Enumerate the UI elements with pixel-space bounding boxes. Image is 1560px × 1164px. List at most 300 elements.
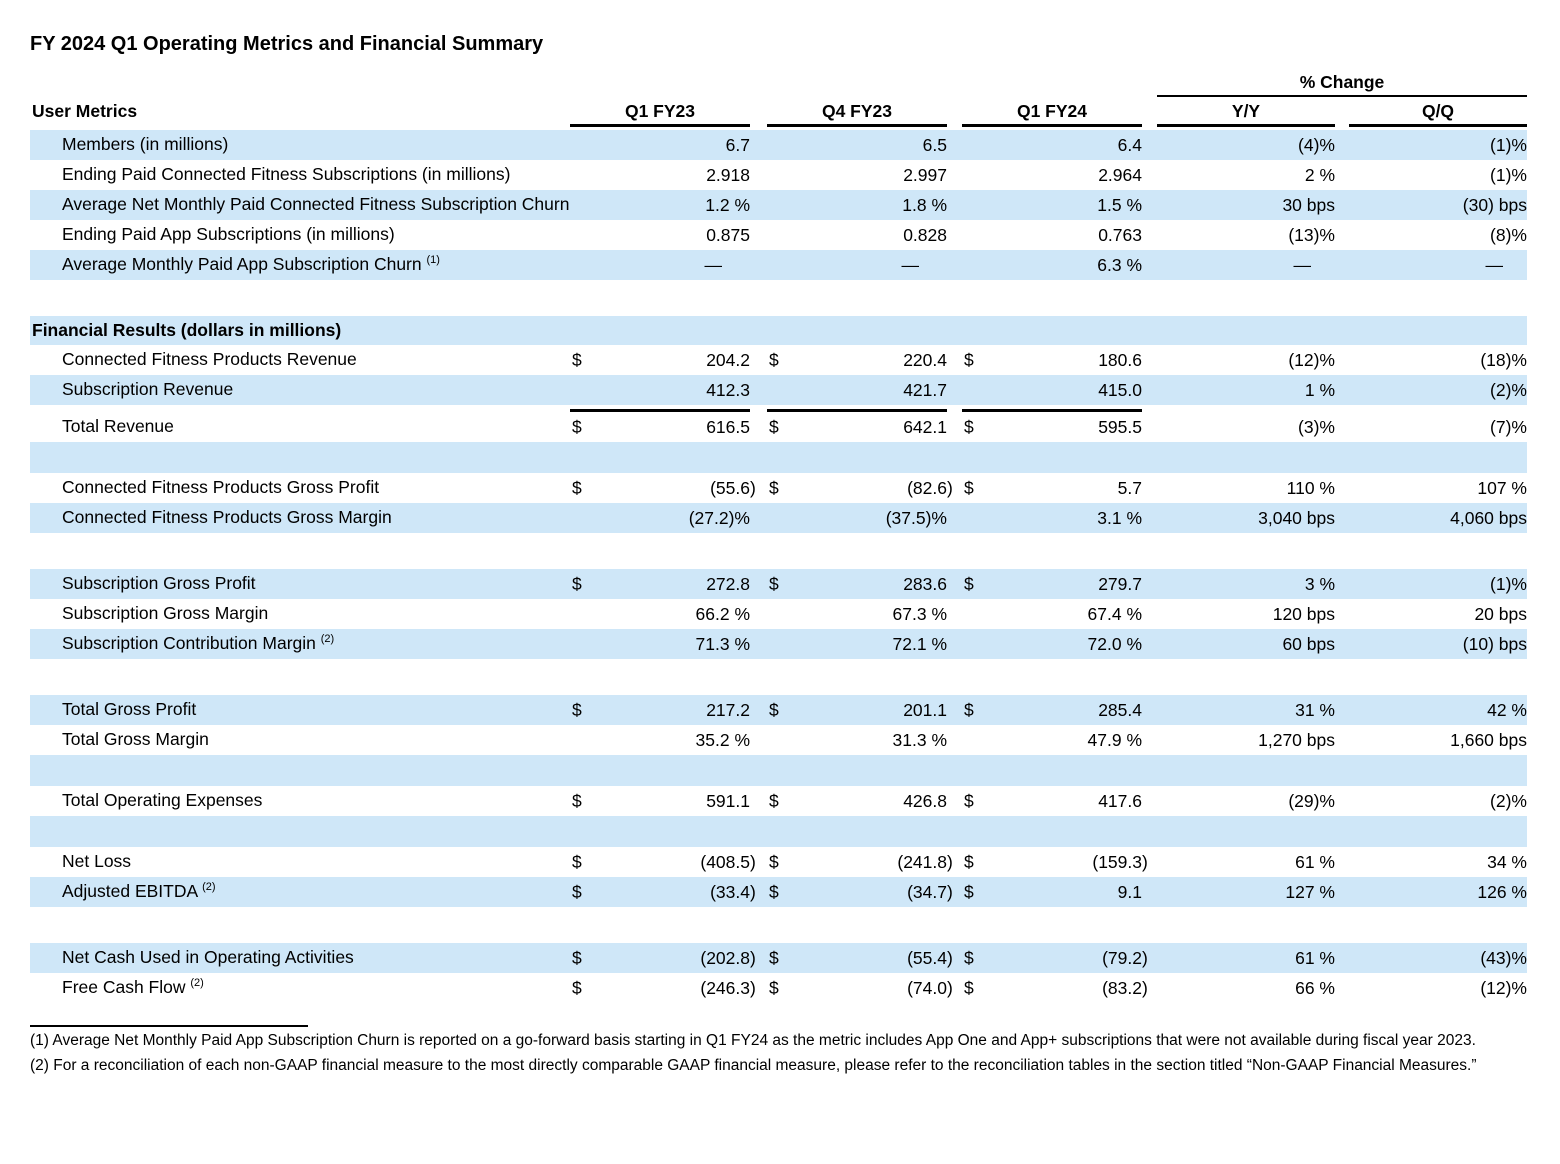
table-row: [30, 130, 1527, 160]
cell-value: 71.3 %: [695, 634, 750, 654]
dollar-sign: $: [769, 882, 779, 902]
cell-value: 2.997: [903, 165, 947, 185]
dollar-sign: $: [572, 948, 582, 968]
table-row: [30, 412, 1527, 442]
dollar-sign: $: [964, 350, 974, 370]
cell-q4fy23: [767, 729, 947, 755]
cell-q1fy24: [962, 977, 1148, 1003]
cell-value: (1)%: [1490, 574, 1527, 594]
cell-qq: [1349, 790, 1527, 816]
dollar-sign: $: [572, 350, 582, 370]
cell-q1fy24: [962, 573, 1142, 599]
footnote-1: (1) Average Net Monthly Paid App Subscription Churn is reported on a go-forward basis starting in Q1 FY24 as the metric includes App One and App+ subscriptions that were not available during fiscal year 2023.: [30, 1032, 1476, 1049]
cell-yy: [1157, 633, 1335, 659]
cell-value: 2.964: [1098, 165, 1142, 185]
cell-q4fy23: [767, 194, 947, 220]
cell-q4fy23: [767, 224, 947, 250]
cell-q4fy23: [767, 254, 947, 280]
table-row: [30, 877, 1527, 907]
column-header-qq: Q/Q: [1349, 101, 1527, 127]
cell-q1fy23: [570, 699, 750, 725]
cell-value: 0.763: [1098, 225, 1142, 245]
cell-q1fy24: [962, 379, 1142, 405]
cell-value: 0.875: [706, 225, 750, 245]
spacer-row: [30, 755, 1527, 786]
column-header-q1fy23: Q1 FY23: [570, 101, 750, 127]
cell-value: 31.3 %: [892, 730, 947, 750]
cell-q1fy24: [962, 416, 1142, 442]
cell-value: 0.828: [903, 225, 947, 245]
cell-yy: [1157, 507, 1335, 533]
cell-value: 107 %: [1477, 478, 1527, 498]
dollar-sign: $: [769, 852, 779, 872]
dollar-sign: $: [964, 478, 974, 498]
row-label: Average Monthly Paid App Subscription Churn $^{(1)}$: [62, 254, 440, 274]
cell-q4fy23: [767, 164, 947, 190]
cell-qq: [1349, 194, 1527, 220]
cell-value: 20 bps: [1474, 604, 1527, 624]
dollar-sign: $: [572, 700, 582, 720]
cell-value: 67.4 %: [1087, 604, 1142, 624]
cell-q1fy24: [962, 790, 1142, 816]
cell-yy: [1157, 349, 1335, 375]
cell-qq: [1349, 416, 1527, 442]
cell-value: 35.2 %: [695, 730, 750, 750]
dollar-sign: $: [572, 852, 582, 872]
table-row: [30, 345, 1527, 375]
spacer-row: [30, 442, 1527, 473]
row-label: Net Loss: [62, 851, 132, 871]
cell-yy: [1157, 194, 1335, 220]
dollar-sign: $: [572, 478, 582, 498]
cell-value: (4)%: [1298, 135, 1335, 155]
dollar-sign: $: [964, 417, 974, 437]
cell-qq: [1349, 134, 1527, 160]
table-row: [30, 629, 1527, 659]
cell-value: 30 bps: [1282, 195, 1335, 215]
cell-value: —: [704, 255, 722, 275]
cell-q1fy24: [962, 947, 1148, 973]
pct-change-header-row: [30, 70, 1527, 97]
cell-qq: [1349, 603, 1527, 629]
cell-q1fy24: [962, 349, 1142, 375]
table-row: [30, 943, 1527, 973]
cell-yy: [1157, 729, 1335, 755]
cell-value: 1.8 %: [902, 195, 947, 215]
cell-value: 72.0 %: [1087, 634, 1142, 654]
cell-q1fy23: [570, 349, 750, 375]
cell-value: (10) bps: [1462, 634, 1527, 654]
cell-value: 283.6: [903, 574, 947, 594]
dollar-sign: $: [769, 574, 779, 594]
column-header-q4fy23: Q4 FY23: [767, 101, 947, 127]
dollar-sign: $: [769, 700, 779, 720]
row-label: Ending Paid App Subscriptions (in millions): [62, 224, 395, 244]
cell-value: (2)%: [1490, 380, 1527, 400]
row-label: Subscription Revenue: [62, 379, 234, 399]
cell-value: (8)%: [1490, 225, 1527, 245]
cell-value: 616.5: [706, 417, 750, 437]
cell-q1fy24: [962, 477, 1142, 503]
cell-value: 61 %: [1295, 852, 1335, 872]
dollar-sign: $: [769, 417, 779, 437]
cell-q4fy23: [767, 507, 947, 533]
cell-value: 6.3 %: [1097, 255, 1142, 275]
cell-q1fy24: [962, 633, 1142, 659]
row-label: Total Gross Margin: [62, 729, 209, 749]
cell-q1fy24: [962, 851, 1148, 877]
cell-value: 31 %: [1295, 700, 1335, 720]
cell-q1fy24: [962, 194, 1142, 220]
cell-q1fy24: [962, 507, 1142, 533]
cell-value: 47.9 %: [1087, 730, 1142, 750]
cell-value: (12)%: [1480, 978, 1527, 998]
dollar-sign: $: [769, 350, 779, 370]
cell-qq: [1349, 379, 1527, 405]
table-row: [30, 250, 1527, 280]
cell-value: 220.4: [903, 350, 947, 370]
dollar-sign: $: [964, 978, 974, 998]
cell-yy: [1157, 790, 1335, 816]
cell-value: (83.2): [1102, 978, 1148, 998]
total-rule-row: [30, 405, 1527, 412]
dollar-sign: $: [964, 700, 974, 720]
row-label: Net Cash Used in Operating Activities: [62, 947, 354, 967]
row-label: Free Cash Flow $^{(2)}$: [62, 977, 204, 997]
cell-value: 72.1 %: [892, 634, 947, 654]
section-header-row: [30, 316, 1527, 345]
cell-value: 426.8: [903, 791, 947, 811]
cell-yy: [1157, 603, 1335, 629]
dollar-sign: $: [769, 791, 779, 811]
spacer-row: [30, 907, 1527, 943]
dollar-sign: $: [964, 948, 974, 968]
cell-value: 1,660 bps: [1450, 730, 1527, 750]
footnote-marker: (2): [202, 881, 216, 894]
dollar-sign: $: [769, 948, 779, 968]
cell-q1fy23: [570, 633, 750, 659]
cell-value: 4,060 bps: [1450, 508, 1527, 528]
cell-value: 9.1: [1117, 882, 1142, 902]
footnote-divider: [30, 1025, 308, 1027]
cell-q1fy23: [570, 164, 750, 190]
cell-value: (241.8): [897, 852, 953, 872]
cell-q4fy23: [767, 977, 953, 1003]
cell-value: 180.6: [1098, 350, 1142, 370]
cell-yy: [1157, 947, 1335, 973]
row-label: Connected Fitness Products Revenue: [62, 349, 357, 369]
table-row: [30, 375, 1527, 405]
cell-q1fy23: [570, 851, 756, 877]
table-row: [30, 786, 1527, 816]
cell-value: —: [1485, 255, 1503, 275]
table-row: [30, 473, 1527, 503]
cell-value: (30) bps: [1462, 195, 1527, 215]
cell-yy: [1157, 977, 1335, 1003]
row-label: Total Operating Expenses: [62, 790, 263, 810]
cell-value: 3,040 bps: [1258, 508, 1335, 528]
footnote-marker: (2): [190, 977, 204, 990]
cell-qq: [1349, 349, 1527, 375]
cell-q4fy23: [767, 851, 953, 877]
cell-value: (55.6): [710, 478, 756, 498]
footnotes: [30, 1025, 1526, 1077]
cell-value: 126 %: [1477, 882, 1527, 902]
cell-qq: [1349, 699, 1527, 725]
subtotal-rule: [570, 405, 750, 412]
cell-value: 6.5: [922, 135, 947, 155]
cell-q1fy23: [570, 603, 750, 629]
cell-q4fy23: [767, 699, 947, 725]
section-title-user-metrics: User Metrics: [32, 101, 138, 121]
dollar-sign: $: [572, 882, 582, 902]
dollar-sign: $: [572, 978, 582, 998]
pct-change-header: % Change: [1157, 72, 1527, 97]
table-row: [30, 503, 1527, 533]
cell-value: (27.2)%: [688, 508, 750, 528]
cell-q1fy23: [570, 729, 750, 755]
cell-q1fy24: [962, 881, 1142, 907]
cell-value: —: [1293, 255, 1311, 275]
cell-q1fy24: [962, 224, 1142, 250]
row-label: Subscription Contribution Margin $^{(2)}$: [62, 633, 335, 653]
cell-value: 421.7: [903, 380, 947, 400]
cell-value: 3 %: [1304, 574, 1335, 594]
dollar-sign: $: [964, 852, 974, 872]
dollar-sign: $: [964, 791, 974, 811]
cell-value: 2.918: [706, 165, 750, 185]
cell-q1fy24: [962, 254, 1142, 280]
cell-q1fy24: [962, 134, 1142, 160]
cell-q1fy23: [570, 254, 750, 280]
column-header-yy: Y/Y: [1157, 101, 1335, 127]
cell-q1fy24: [962, 164, 1142, 190]
row-label: Total Gross Profit: [62, 699, 197, 719]
cell-value: (246.3): [700, 978, 756, 998]
dollar-sign: $: [964, 882, 974, 902]
cell-qq: [1349, 977, 1527, 1003]
cell-qq: [1349, 507, 1527, 533]
cell-value: 285.4: [1098, 700, 1142, 720]
page-title: FY 2024 Q1 Operating Metrics and Financial Summary: [30, 33, 544, 55]
cell-value: 417.6: [1098, 791, 1142, 811]
cell-q4fy23: [767, 947, 953, 973]
cell-value: 5.7: [1117, 478, 1142, 498]
cell-q1fy23: [570, 416, 750, 442]
cell-qq: [1349, 254, 1527, 280]
spacer-row: [30, 659, 1527, 695]
cell-q1fy23: [570, 947, 756, 973]
cell-yy: [1157, 573, 1335, 599]
cell-value: 60 bps: [1282, 634, 1335, 654]
cell-qq: [1349, 947, 1527, 973]
row-label: Adjusted EBITDA $^{(2)}$: [62, 881, 216, 901]
row-label: Total Revenue: [62, 416, 174, 436]
cell-yy: [1157, 379, 1335, 405]
cell-q4fy23: [767, 573, 947, 599]
cell-value: 642.1: [903, 417, 947, 437]
cell-value: (159.3): [1092, 852, 1148, 872]
cell-yy: [1157, 881, 1335, 907]
cell-value: (12)%: [1288, 350, 1335, 370]
cell-yy: [1157, 477, 1335, 503]
row-label: Subscription Gross Profit: [62, 573, 256, 593]
cell-value: 201.1: [903, 700, 947, 720]
row-label: Ending Paid Connected Fitness Subscriptions (in millions): [62, 164, 511, 184]
dollar-sign: $: [769, 478, 779, 498]
cell-value: 66.2 %: [695, 604, 750, 624]
cell-value: (3)%: [1298, 417, 1335, 437]
column-header-row: [30, 101, 1527, 127]
cell-q4fy23: [767, 416, 947, 442]
cell-value: 217.2: [706, 700, 750, 720]
footnote-2: (2) For a reconciliation of each non-GAAP financial measure to the most directly comparable GAAP financial measure, please refer to the reconciliation tables in the section titled “Non-GAAP Financial Measures.”: [30, 1057, 1477, 1074]
cell-q1fy23: [570, 507, 750, 533]
row-label: Subscription Gross Margin: [62, 603, 269, 623]
cell-qq: [1349, 729, 1527, 755]
cell-q4fy23: [767, 134, 947, 160]
cell-yy: [1157, 416, 1335, 442]
cell-value: (13)%: [1288, 225, 1335, 245]
cell-value: 272.8: [706, 574, 750, 594]
cell-value: (79.2): [1102, 948, 1148, 968]
cell-qq: [1349, 573, 1527, 599]
cell-value: 412.3: [706, 380, 750, 400]
cell-value: 204.2: [706, 350, 750, 370]
cell-value: —: [901, 255, 919, 275]
cell-qq: [1349, 633, 1527, 659]
cell-yy: [1157, 134, 1335, 160]
cell-value: 34 %: [1487, 852, 1527, 872]
cell-value: (7)%: [1490, 417, 1527, 437]
cell-q1fy24: [962, 603, 1142, 629]
row-label: Members (in millions): [62, 134, 229, 154]
cell-q4fy23: [767, 790, 947, 816]
cell-q4fy23: [767, 379, 947, 405]
cell-value: (43)%: [1480, 948, 1527, 968]
footnote-marker: (2): [320, 633, 335, 646]
cell-value: (408.5): [700, 852, 756, 872]
cell-value: (1)%: [1490, 135, 1527, 155]
cell-q1fy23: [570, 881, 756, 907]
dollar-sign: $: [572, 417, 582, 437]
cell-value: 110 %: [1286, 478, 1335, 498]
cell-yy: [1157, 224, 1335, 250]
cell-value: (74.0): [907, 978, 953, 998]
operating-metrics-table: [30, 70, 1527, 1003]
cell-value: 1 %: [1304, 380, 1335, 400]
cell-value: 595.5: [1098, 417, 1142, 437]
cell-qq: [1349, 164, 1527, 190]
cell-yy: [1157, 164, 1335, 190]
cell-q4fy23: [767, 633, 947, 659]
cell-value: (2)%: [1490, 791, 1527, 811]
table-row: [30, 220, 1527, 250]
cell-value: (1)%: [1490, 165, 1527, 185]
cell-q1fy23: [570, 224, 750, 250]
cell-q1fy24: [962, 699, 1142, 725]
row-label: Average Net Monthly Paid Connected Fitness Subscription Churn: [62, 194, 570, 214]
dollar-sign: $: [572, 791, 582, 811]
cell-value: 1.2 %: [705, 195, 750, 215]
subtotal-rule: [962, 405, 1142, 412]
cell-value: 120 bps: [1272, 604, 1335, 624]
footnote-marker: (1): [426, 254, 440, 267]
cell-value: 6.7: [725, 135, 750, 155]
cell-value: 66 %: [1295, 978, 1335, 998]
cell-value: (18)%: [1480, 350, 1527, 370]
cell-value: 1.5 %: [1097, 195, 1142, 215]
cell-value: 591.1: [706, 791, 750, 811]
cell-value: (33.4): [710, 882, 756, 902]
cell-value: 127 %: [1285, 882, 1335, 902]
cell-q4fy23: [767, 603, 947, 629]
cell-qq: [1349, 224, 1527, 250]
cell-qq: [1349, 851, 1527, 877]
cell-value: 42 %: [1487, 700, 1527, 720]
table-row: [30, 190, 1527, 220]
cell-value: 3.1 %: [1097, 508, 1142, 528]
cell-q1fy23: [570, 379, 750, 405]
spacer-row: [30, 280, 1527, 316]
cell-value: 61 %: [1295, 948, 1335, 968]
table-row: [30, 569, 1527, 599]
cell-q1fy23: [570, 573, 750, 599]
cell-q1fy24: [962, 729, 1142, 755]
cell-value: 6.4: [1117, 135, 1142, 155]
subtotal-rule: [767, 405, 947, 412]
dollar-sign: $: [572, 574, 582, 594]
table-row: [30, 847, 1527, 877]
cell-qq: [1349, 477, 1527, 503]
table-row: [30, 599, 1527, 629]
cell-q4fy23: [767, 349, 947, 375]
dollar-sign: $: [769, 978, 779, 998]
cell-qq: [1349, 881, 1527, 907]
cell-value: 1,270 bps: [1258, 730, 1335, 750]
table-body: [30, 130, 1527, 1003]
cell-value: (82.6): [907, 478, 953, 498]
cell-q1fy23: [570, 194, 750, 220]
spacer-row: [30, 816, 1527, 847]
cell-q1fy23: [570, 790, 750, 816]
cell-value: 415.0: [1098, 380, 1142, 400]
dollar-sign: $: [964, 574, 974, 594]
cell-q1fy23: [570, 134, 750, 160]
cell-value: (34.7): [907, 882, 953, 902]
cell-q4fy23: [767, 477, 953, 503]
column-header-q1fy24: Q1 FY24: [962, 101, 1142, 127]
cell-yy: [1157, 851, 1335, 877]
row-label: Connected Fitness Products Gross Margin: [62, 507, 392, 527]
cell-yy: [1157, 254, 1335, 280]
cell-value: (55.4): [907, 948, 953, 968]
cell-value: 2 %: [1304, 165, 1335, 185]
cell-value: 67.3 %: [892, 604, 947, 624]
table-row: [30, 973, 1527, 1003]
spacer-row: [30, 533, 1527, 569]
cell-q1fy23: [570, 977, 756, 1003]
cell-value: (29)%: [1288, 791, 1335, 811]
cell-q4fy23: [767, 881, 953, 907]
cell-value: (37.5)%: [885, 508, 947, 528]
table-row: [30, 160, 1527, 190]
table-row: [30, 725, 1527, 755]
row-label: Connected Fitness Products Gross Profit: [62, 477, 380, 497]
cell-value: 279.7: [1098, 574, 1142, 594]
cell-q1fy23: [570, 477, 756, 503]
cell-value: (202.8): [700, 948, 756, 968]
